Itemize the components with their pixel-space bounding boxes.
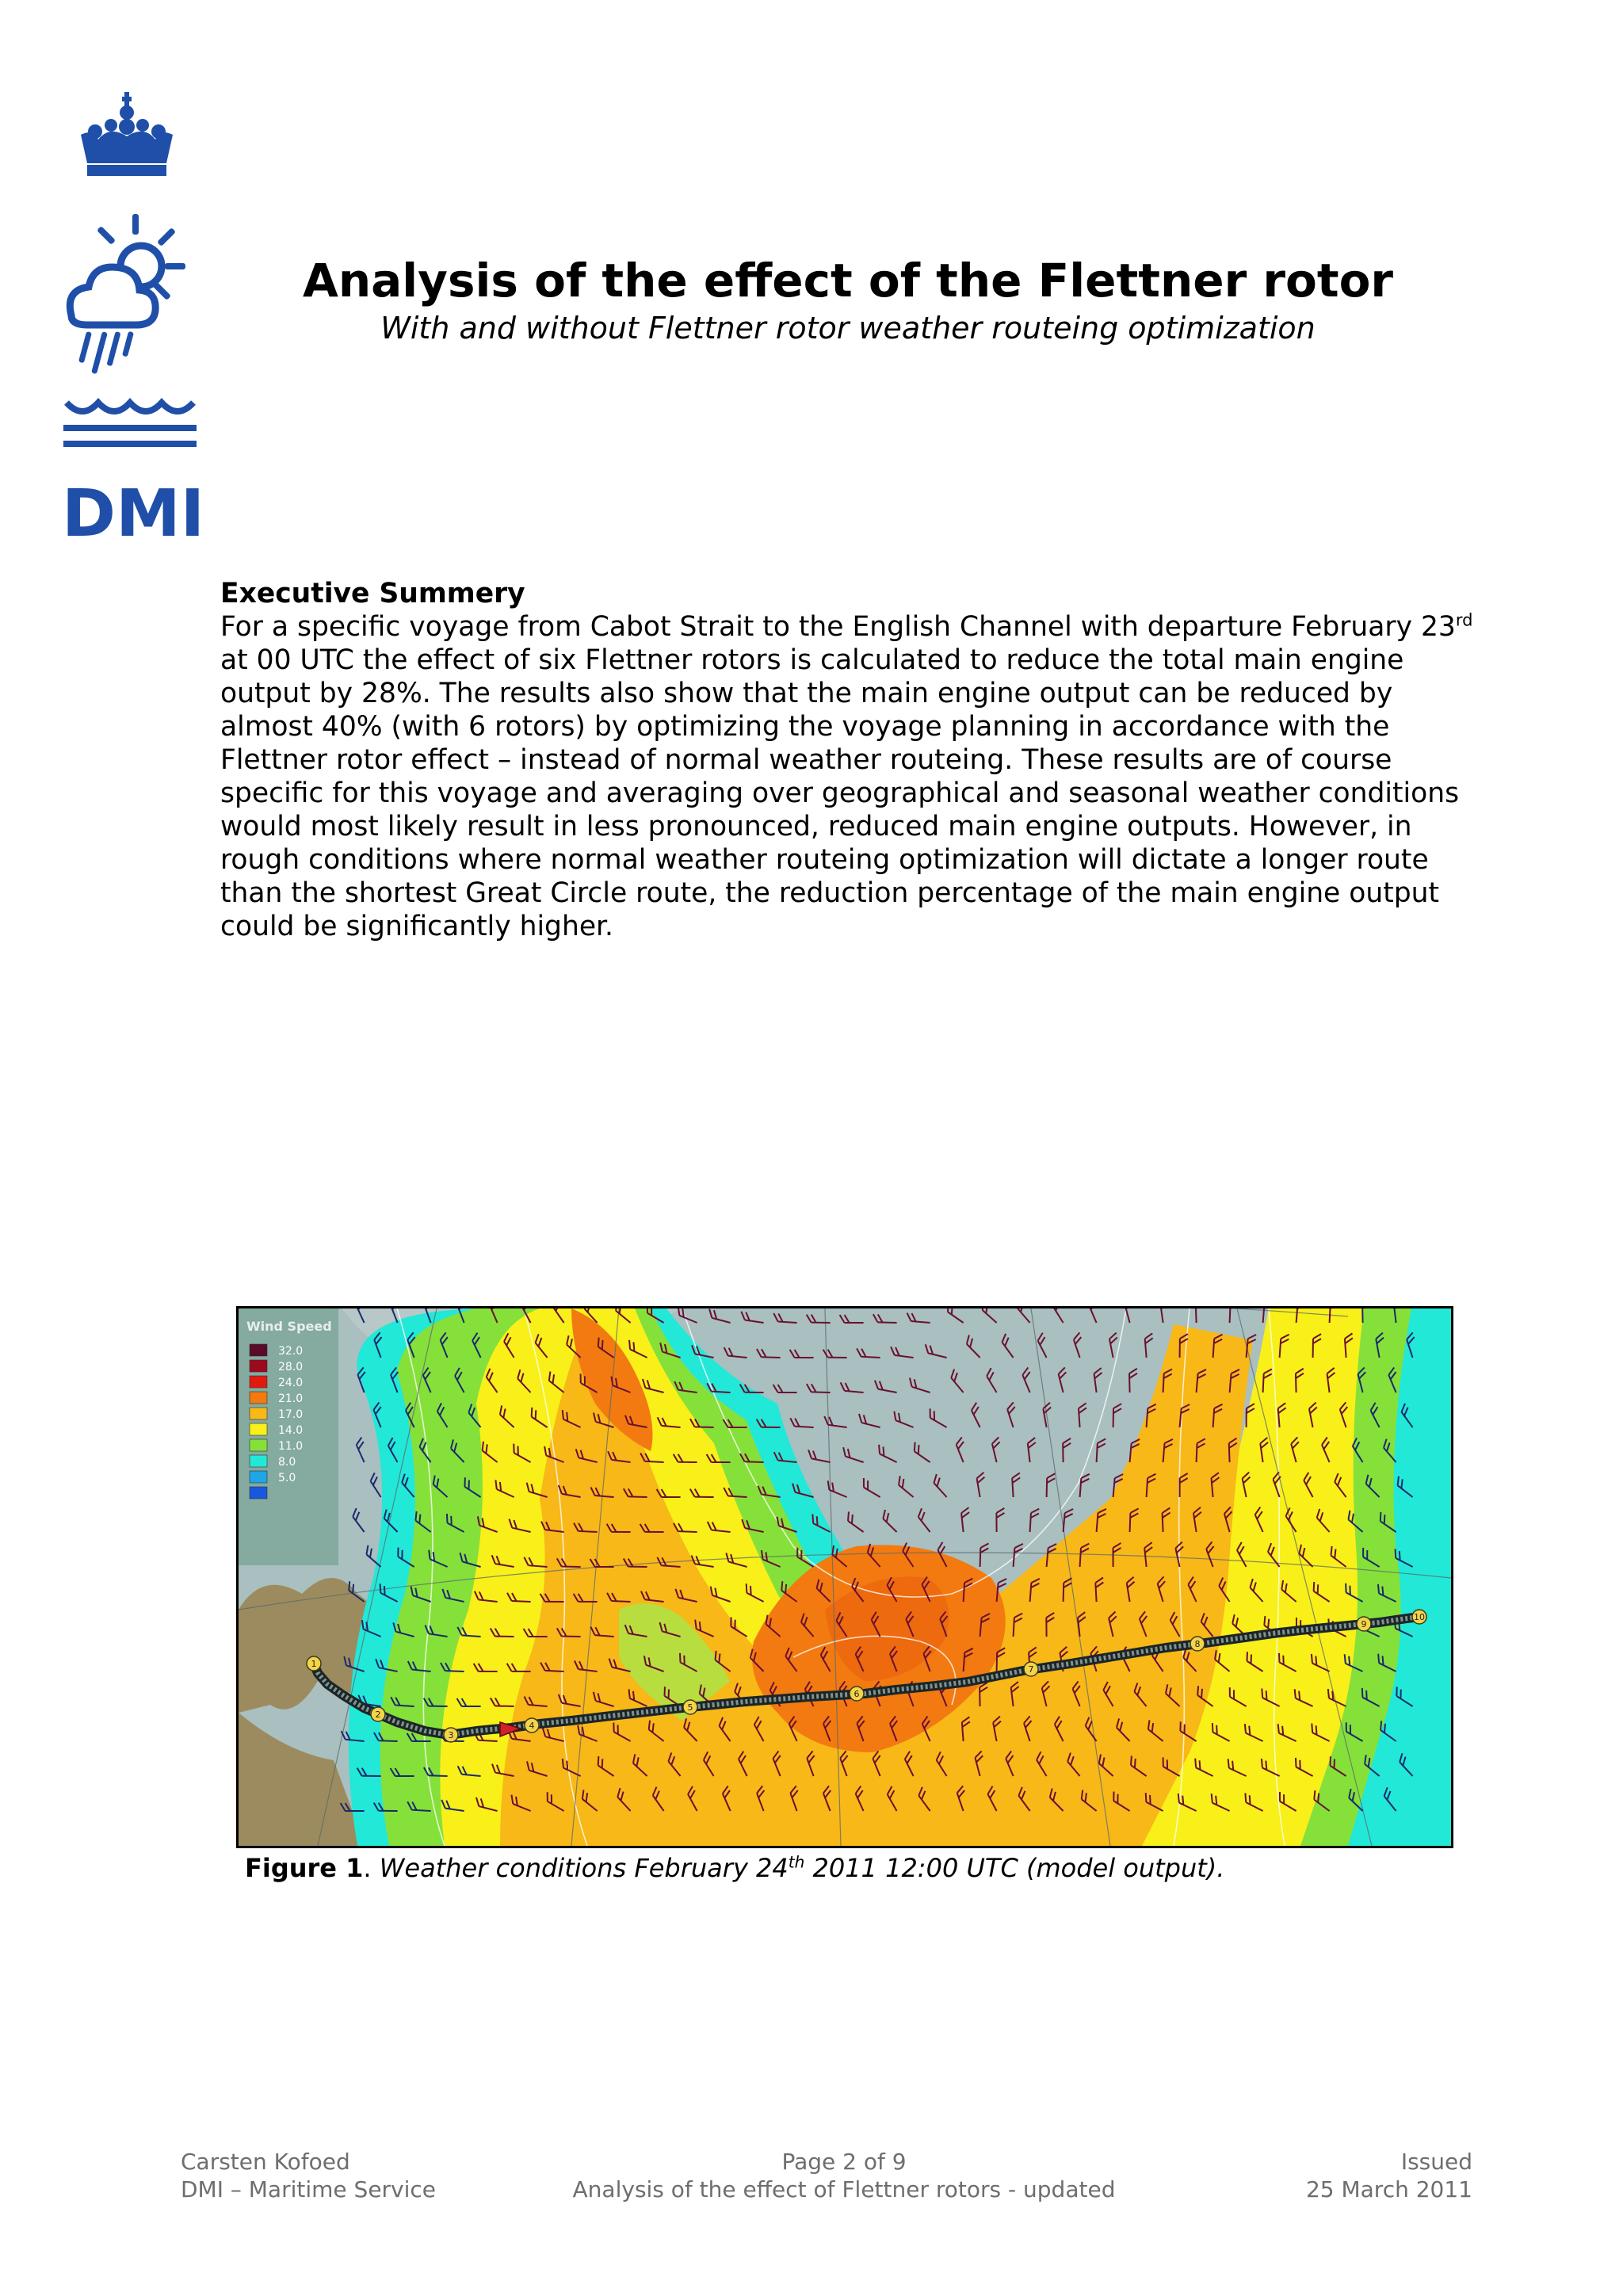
route-waypoint [1024,1662,1038,1676]
caption-superscript: th [788,1852,805,1872]
footer-author: Carsten Kofoed [181,2149,350,2175]
footer-document-title: Analysis of the effect of Flettner rotors - updated [572,2176,1116,2202]
footer-issued-date: 25 March 2011 [1305,2176,1472,2202]
legend-swatch [250,1487,267,1499]
route-waypoint [444,1728,458,1742]
legend-swatch [250,1439,267,1451]
svg-text:3: 3 [448,1730,454,1740]
legend-swatch [250,1360,267,1372]
legend-swatch [250,1376,267,1388]
waves-icon [63,403,197,447]
page-subtitle: With and without Flettner rotor weather routeing optimization [380,311,1316,346]
summary-text-1: For a specific voyage from Cabot Strait to the English Channel with departure February 23 [220,611,1456,643]
legend-label: 5.0 [278,1472,296,1484]
route-waypoint [371,1707,385,1721]
legend-swatch [250,1392,267,1404]
legend-swatch [250,1455,267,1467]
footer-center [555,2148,1133,2203]
weather-icon [70,214,185,374]
svg-text:1: 1 [311,1659,317,1669]
caption-separator: . [363,1853,380,1883]
svg-text:8: 8 [1194,1639,1201,1649]
summary-body [220,610,1488,943]
route-waypoint [307,1656,321,1671]
legend-label: 24.0 [278,1377,304,1389]
footer-page-number: Page 2 of 9 [781,2149,907,2175]
route-waypoint [1357,1617,1371,1631]
footer-organization: DMI – Maritime Service [181,2176,437,2202]
route-waypoint [1412,1610,1426,1624]
svg-text:10: 10 [1414,1612,1425,1622]
caption-text-1: Weather conditions February 24 [379,1853,789,1883]
dmi-logo-text: DMI [62,476,205,547]
svg-text:9: 9 [1361,1619,1367,1629]
legend-swatch [250,1423,267,1435]
legend-label: 8.0 [278,1456,296,1469]
legend-label: 28.0 [278,1361,304,1373]
svg-text:4: 4 [529,1721,535,1731]
summary-heading: Executive Summery [220,578,525,609]
footer-right [1306,2148,1472,2203]
footer-left [181,2148,436,2203]
wind-speed-legend [239,1308,338,1565]
page-title: Analysis of the effect of the Flettner rotor [302,254,1394,308]
route-waypoint [1190,1637,1205,1651]
svg-text:7: 7 [1028,1664,1034,1675]
svg-text:5: 5 [687,1702,693,1713]
summary-text-2: at 00 UTC the effect of six Flettner rotors is calculated to reduce the total main engine output by 28%. The results also show that the main engine output can be reduced by almost 40% (with 6 rotors) by optimizing the voyage planning in accordance with the Flettner rotor effect – instead of normal weather routeing. These results are of course specific for this voyage and averaging over geographical and seasonal weather conditions would most likely result in less pronounced, reduced main engine outputs. However, in rough conditions where normal weather routeing optimization will dictate a longer route than the shortest Great Circle route, the reduction percentage of the main engine output could be significantly higher. [220,644,1460,942]
legend-label: 32.0 [278,1345,304,1358]
route-waypoint [683,1700,697,1714]
route-waypoint [525,1718,539,1733]
legend-label: 14.0 [278,1424,304,1437]
route-waypoint [850,1687,864,1701]
footer-issued-label: Issued [1400,2149,1472,2175]
weather-map-figure [236,1306,1453,1848]
legend-label: 17.0 [278,1408,304,1421]
svg-text:2: 2 [375,1710,381,1720]
svg-text:6: 6 [854,1689,860,1699]
legend-swatch [250,1408,267,1419]
legend-swatch [250,1344,267,1356]
legend-label: 11.0 [278,1440,304,1453]
figure-label: Figure 1 [245,1853,364,1883]
legend-label: 21.0 [278,1392,304,1405]
crown-icon [81,92,173,176]
figure-caption [245,1852,1224,1884]
executive-summary [220,577,1488,943]
summary-superscript: rd [1455,610,1473,630]
dmi-logo [48,87,206,547]
caption-text-2: 2011 12:00 UTC (model output). [804,1853,1225,1883]
legend-swatch [250,1471,267,1483]
weather-map [239,1308,1451,1846]
legend-title: Wind Speed [246,1319,332,1334]
